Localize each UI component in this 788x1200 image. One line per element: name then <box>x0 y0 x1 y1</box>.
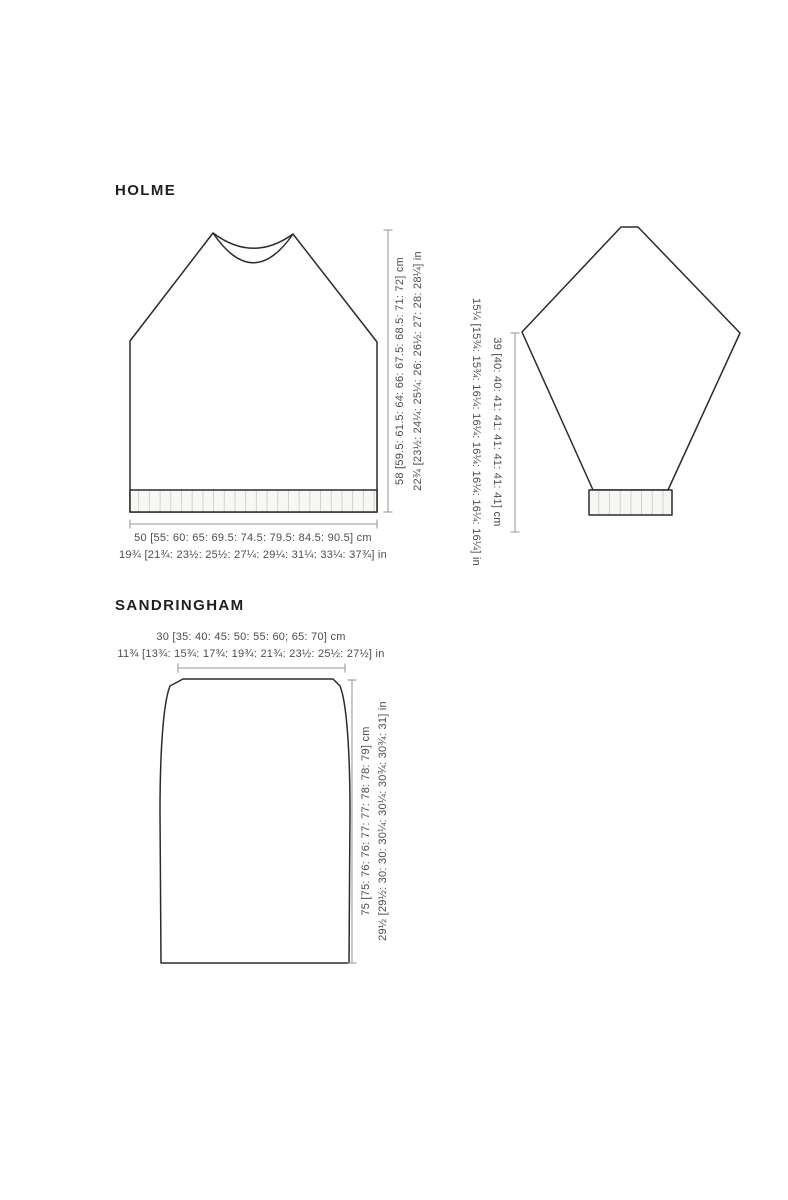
holme-sleeve-schematic <box>522 227 740 515</box>
holme-sleeve-measure-line <box>511 333 520 532</box>
holme-sleeve-outline <box>522 227 740 490</box>
holme-body-width-in-label: 19¾ [21¾: 23½: 25½: 27¼: 29¼: 31¼: 33¼: 37¾] in <box>118 549 388 561</box>
holme-sleeve-length-in-label: 15¼ [15¾: 15¾: 16¼: 16¼: 16¼: 16¼: 16¼: 16¼] in <box>470 297 482 567</box>
holme-body-width-cm-label: 50 [55: 60: 65: 69.5: 74.5: 79.5: 84.5: 90.5] cm <box>134 532 372 544</box>
holme-body-height-in-label: 22¾ [23½: 24¼: 25¼: 26: 26½: 27: 28: 28¼] in <box>412 251 424 491</box>
holme-sleeve-length-cm-label: 39 [40: 40: 41: 41: 41: 41: 41: 41] cm <box>491 337 503 527</box>
holme-height-measure-line <box>384 230 393 512</box>
holme-title: HOLME <box>115 182 177 199</box>
sandringham-title: SANDRINGHAM <box>115 597 245 614</box>
holme-cuff-rib-band <box>589 490 672 515</box>
sandringham-skirt-width-cm-label: 30 [35: 40: 45: 50: 55: 60; 65: 70] cm <box>156 631 346 643</box>
sandringham-skirt-length-in-label: 29½ [29½: 30: 30: 30¼: 30¼: 30¾: 30¾: 31] in <box>377 701 389 941</box>
holme-body-height-cm-label: 58 [59.5: 61.5: 64: 66: 67.5: 68.5: 71: 72] cm <box>394 257 406 485</box>
sandringham-skirt-length-cm-label: 75 [75: 76: 76: 77: 77: 78: 78: 79] cm <box>360 726 372 916</box>
sandringham-skirt-outline <box>160 679 350 963</box>
sandringham-width-measure-line <box>178 664 345 673</box>
sandringham-skirt-schematic <box>160 679 350 963</box>
holme-width-measure-line <box>130 520 377 529</box>
holme-body-schematic <box>130 233 377 512</box>
sandringham-skirt-width-in-label: 11¾ [13¾: 15¾: 17¾: 19¾: 21¾: 23½: 25½: 27½] in <box>117 648 385 660</box>
holme-body-outline <box>130 233 377 512</box>
holme-hem-rib-band <box>130 490 377 512</box>
